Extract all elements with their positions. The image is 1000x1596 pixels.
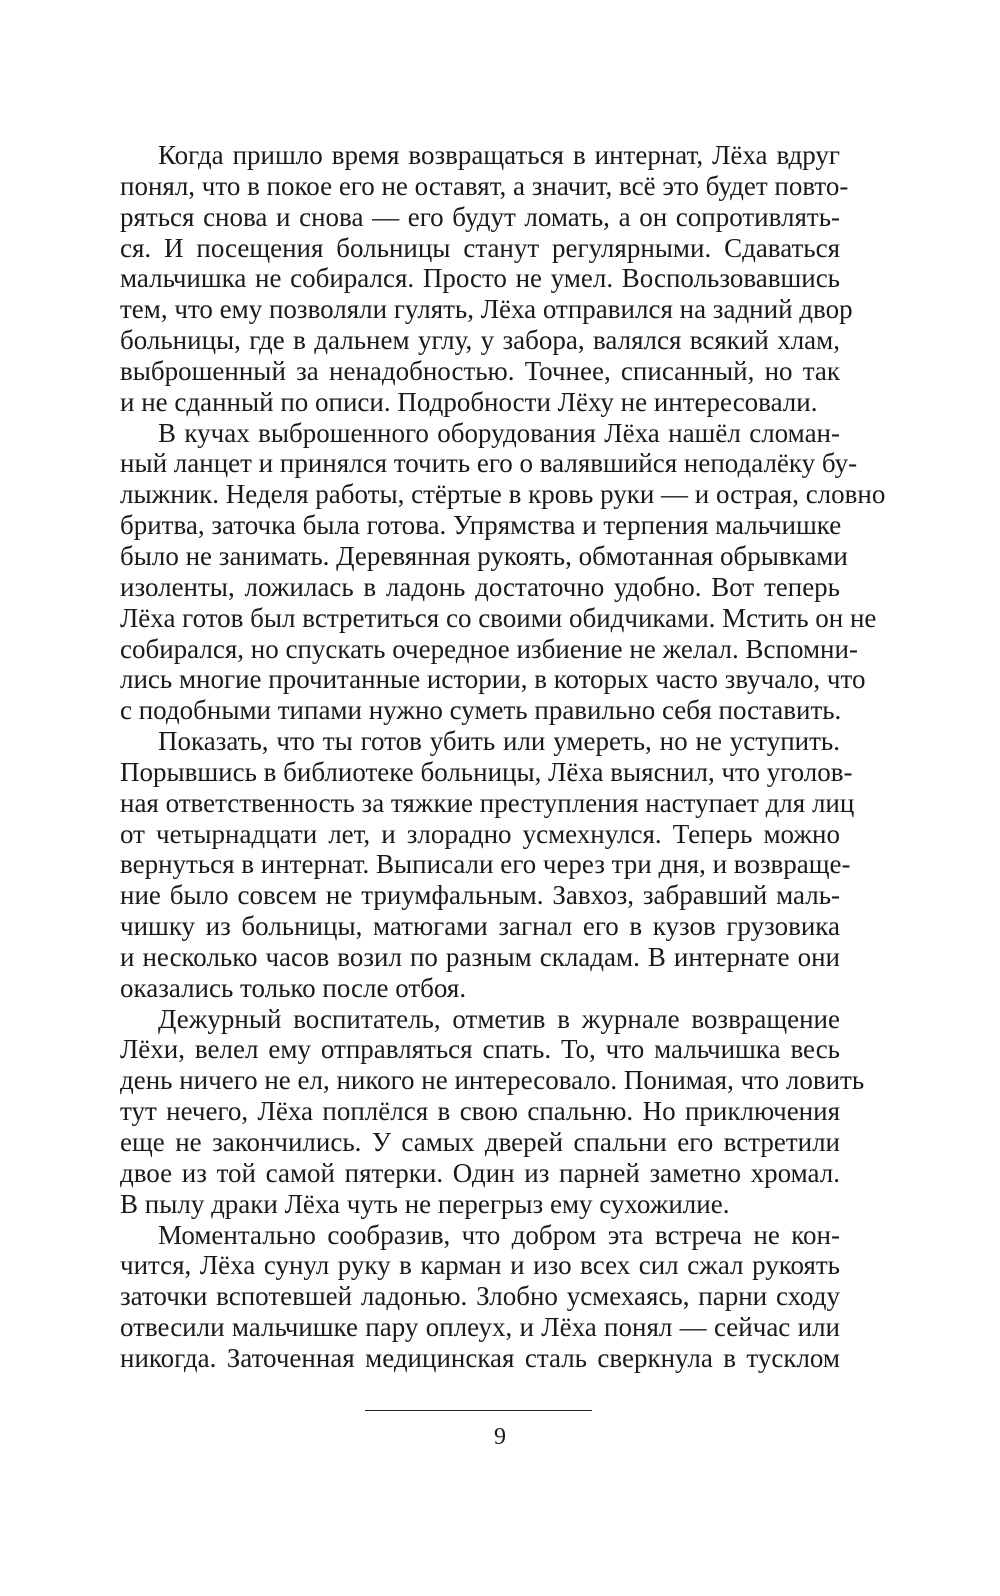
text-line: и не сданный по описи. Подробности Лёху не интересовали. (120, 386, 818, 417)
text-line: и несколько часов возил по разным складам. В интернате они (120, 941, 840, 972)
text-line: В пылу драки Лёха чуть не перегрыз ему сухожилие. (120, 1188, 730, 1219)
text-line: чится, Лёха сунул руку в карман и изо всех сил сжал рукоять (120, 1250, 840, 1281)
text-line: день ничего не ел, никого не интересовало. Понимая, что ловить (120, 1065, 865, 1096)
text-line: тут нечего, Лёха поплёлся в свою спальню. Но приключения (120, 1096, 840, 1127)
footer-rule (365, 1410, 592, 1411)
text-line: ся. И посещения больницы станут регулярными. Сдаваться (120, 232, 840, 263)
text-line: В кучах выброшенного оборудования Лёха нашёл сломан- (158, 417, 840, 448)
text-line: никогда. Заточенная медицинская сталь сверкнула в тусклом (120, 1342, 840, 1373)
text-line: выброшенный за ненадобностью. Точнее, списанный, но так (120, 355, 840, 386)
text-line: ряться снова и снова — его будут ломать, а он сопротивлять- (120, 201, 840, 232)
text-line: было не занимать. Деревянная рукоять, обмотанная обрывками (120, 540, 848, 571)
text-line: лись многие прочитанные истории, в которых часто звучало, что (120, 664, 866, 695)
text-line: чишку из больницы, матюгами загнал его в кузов грузовика (120, 911, 840, 942)
text-line: отвесили мальчишке пару оплеух, и Лёха понял — сейчас или (120, 1312, 840, 1343)
text-line: оказались только после отбоя. (120, 972, 467, 1003)
text-line: собирался, но спускать очередное избиение не желал. Вспомни- (120, 633, 858, 664)
text-line: заточки вспотевшей ладонью. Злобно усмехаясь, парни сходу (120, 1281, 840, 1312)
text-line: Когда пришло время возвращаться в интернат, Лёха вдруг (158, 140, 840, 170)
text-line: Показать, что ты готов убить или умереть, но не уступить. (158, 726, 840, 757)
text-line: Лёха готов был встретиться со своими обидчиками. Мстить он не (120, 602, 877, 633)
text-line: еще не закончились. У самых дверей спальни его встретили (120, 1127, 840, 1157)
text-line: ный ланцет и принялся точить его о валявшийся неподалёку бу- (120, 448, 858, 479)
text-line: с подобными типами нужно суметь правильно себя поставить. (120, 695, 842, 726)
text-line: Порывшись в библиотеке больницы, Лёха выяснил, что уголов- (120, 756, 853, 787)
text-line: Моментально сообразив, что добром эта встреча не кон- (158, 1219, 840, 1250)
text-line: мальчишка не собирался. Просто не умел. Воспользовавшись (120, 263, 840, 294)
text-line: двое из той самой пятерки. Один из парней заметно хромал. (120, 1157, 840, 1188)
body-text (120, 140, 886, 1374)
text-line: изоленты, ложилась в ладонь достаточно удобно. Вот теперь (120, 571, 840, 602)
text-line: тем, что ему позволяли гулять, Лёха отправился на задний двор (120, 294, 853, 325)
text-line: лыжник. Неделя работы, стёртые в кровь руки — и острая, словно (120, 479, 886, 510)
page-number: 9 (494, 1424, 506, 1450)
text-line: ние было совсем не триумфальным. Завхоз, забравший маль- (120, 880, 840, 911)
text-line: понял, что в покое его не оставят, а значит, всё это будет повто- (120, 170, 849, 201)
text-line: бритва, заточка была готова. Упрямства и терпения мальчишке (120, 510, 842, 541)
text-line: вернуться в интернат. Выписали его через три дня, и возвраще- (120, 849, 851, 880)
text-line: ная ответственность за тяжкие преступления наступает для лиц (120, 787, 855, 818)
text-line: Дежурный воспитатель, отметив в журнале возвращение (158, 1003, 840, 1034)
text-line: от четырнадцати лет, и злорадно усмехнулся. Теперь можно (120, 818, 840, 849)
text-line: больницы, где в дальнем углу, у забора, валялся всякий хлам, (120, 325, 840, 356)
text-line: Лёхи, велел ему отправляться спать. То, что мальчишка весь (120, 1034, 840, 1065)
